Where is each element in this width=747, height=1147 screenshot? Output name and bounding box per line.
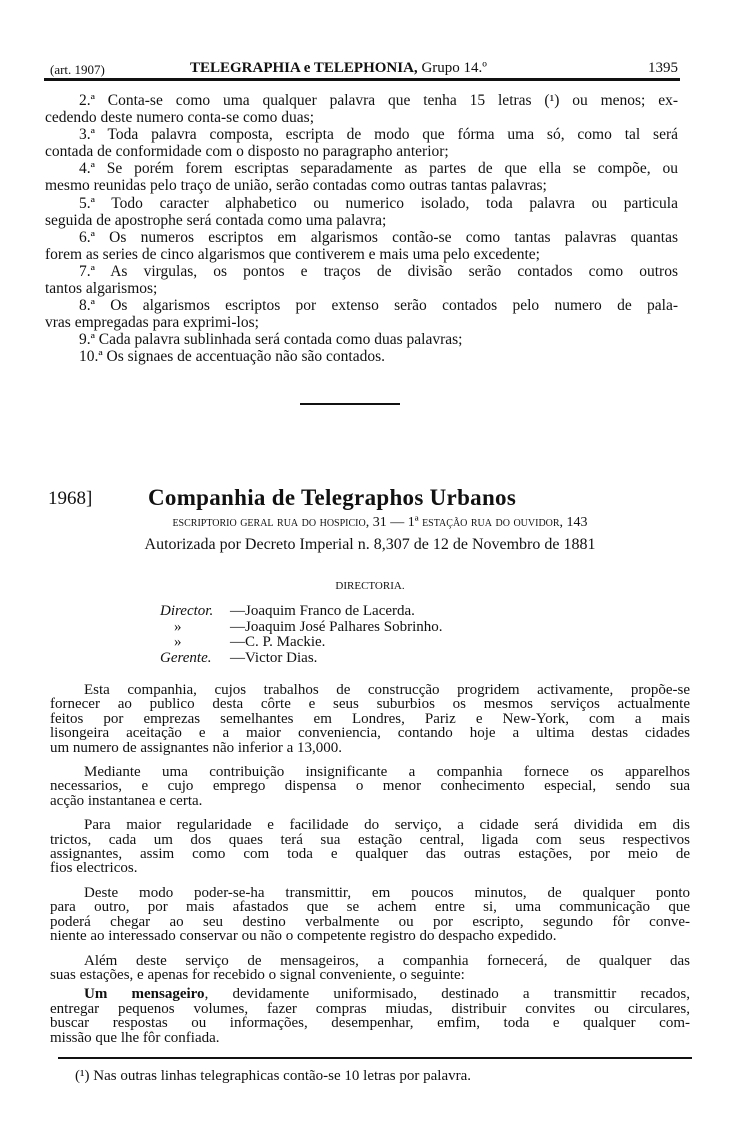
text-line: 5.ª Todo caracter alphabetico ou numerico isolado, toda palavra ou particula: [79, 194, 678, 212]
text-line: cedendo deste numero conta-se como duas;: [45, 109, 315, 127]
running-title: [190, 60, 487, 77]
messenger-line: [50, 1031, 690, 1045]
messenger-text: buscar respostas ou informações, desempenhar, emfim, toda e qualquer com-: [50, 1015, 690, 1032]
text-line: acção instantanea e certa.: [50, 792, 203, 809]
text-line: 8.ª Os algarismos escriptos por extenso serão contados pelo numero de pala-: [79, 297, 678, 315]
messenger-text: , devidamente uniformisado, destinado a transmittir recados,: [204, 986, 690, 1003]
text-line: seguida de apostrophe será contada como uma palavra;: [45, 211, 387, 229]
footnote: (¹) Nas outras linhas telegraphicas contão-se 10 letras por palavra.: [75, 1068, 472, 1084]
text-line: Deste modo poder-se-ha transmittir, em poucos minutos, de qualquer ponto: [84, 884, 690, 901]
messenger-line: [50, 1016, 690, 1030]
directory-name: —Joaquim Franco de Lacerda.: [230, 603, 415, 619]
section-divider: [300, 403, 400, 405]
company-title: Companhia de Telegraphos Urbanos: [148, 485, 517, 510]
text-line: Esta companhia, cujos trabalhos de construcção progridem activamente, propõe-se: [84, 682, 690, 698]
running-title-group: Grupo 14.º: [417, 60, 487, 76]
text-line: vras empregadas para exprimi-los;: [45, 314, 259, 332]
directory-entry: [160, 635, 442, 651]
text-line: forem as series de cinco algarismos que contiverem e mais uma pelo excedente;: [45, 245, 540, 263]
directory-role: »: [174, 618, 182, 635]
company-description: [50, 683, 690, 1045]
entry-number: 1968]: [48, 488, 93, 509]
messenger-lead: Um mensageiro: [84, 986, 205, 1003]
text-line: feitos por emprezas semelhantes em Londres, Pariz e New-York, com a mais: [50, 710, 690, 727]
footnote-rule: [58, 1057, 692, 1059]
running-title-bold: TELEGRAPHIA e TELEPHONIA,: [190, 60, 418, 76]
directory-role: »: [174, 634, 182, 650]
directory-role: Gerente.: [160, 649, 212, 666]
company-address: escriptorio geral rua do hospicio, 31 — 1ª estação rua do ouvidor, 143: [172, 515, 588, 530]
text-line: para outro, por mais afastados que se achem entre si, uma communicação que: [50, 899, 690, 916]
messenger-line: [50, 987, 690, 1001]
directory-name: —Joaquim José Palhares Sobrinho.: [230, 618, 443, 635]
directory-list: [160, 604, 442, 666]
directory-entry: [160, 651, 442, 667]
authorization-line: Autorizada por Decreto Imperial n. 8,307 de 12 de Novembro de 1881: [144, 536, 596, 553]
text-line: assignantes, assim como com toda e qualquer das outras estações, por meio de: [50, 846, 690, 863]
text-line: 2.ª Conta-se como uma qualquer palavra que tenha 15 letras (¹) ou menos; ex-: [79, 92, 678, 109]
word-count-rules: [45, 92, 678, 366]
text-line: 9.ª Cada palavra sublinhada será contada como duas palavras;: [79, 331, 463, 349]
text-line: poderá chegar ao seu destino verbalmente ou por escripto, segundo fôr conve-: [50, 913, 690, 930]
text-line: trictos, cada um dos quaes terá sua estação central, ligada com seus respectivos: [50, 831, 690, 848]
text-line: tantos algarismos;: [45, 280, 158, 298]
text-line: 7.ª As virgulas, os pontos e traços de divisão serão contados como outros: [79, 262, 678, 280]
text-line: Além deste serviço de mensageiros, a companhia fornecerá, de qualquer das: [84, 952, 690, 969]
text-line: 10.ª Os signaes de accentuação não são contados.: [79, 348, 385, 366]
header-rule: [44, 78, 680, 81]
text-line: fios electricos.: [50, 860, 138, 877]
messenger-line: [50, 1002, 690, 1016]
text-line: mesmo reunidas pelo traço de união, serão contadas como outras tantas palavras;: [45, 177, 547, 195]
text-line: contada de conformidade com o disposto no paragrapho anterior;: [45, 143, 449, 161]
directory-role: Director.: [160, 603, 214, 619]
article-reference: (art. 1907): [50, 62, 105, 77]
text-line: necessarios, e cujo emprego dispensa o menor conhecimento especial, sendo sua: [50, 778, 690, 795]
text-line: niente ao interessado conservar ou não o competente registro do despacho expedido.: [50, 928, 557, 945]
text-line: Para maior regularidade e facilidade do serviço, a cidade será dividida em dis: [84, 817, 690, 834]
text-line: fornecer ao publico desta côrte e seus suburbios os mesmos serviços actualmente: [50, 696, 690, 713]
text-line: suas estações, e apenas for recebido o signal conveniente, o seguinte:: [50, 966, 465, 983]
page-number: 1395: [648, 60, 678, 76]
directory-name: —Victor Dias.: [230, 649, 318, 666]
directory-entry: [160, 604, 442, 620]
directory-entry: [160, 620, 442, 636]
text-line: 6.ª Os numeros escriptos em algarismos contão-se como tantas palavras quantas: [79, 228, 678, 246]
text-line: lisongeira aceitação e a maior conveniencia, contando hoje a ultima destas cidades: [50, 725, 690, 742]
text-line: 3.ª Toda palavra composta, escripta de modo que fórma uma só, como tal será: [79, 126, 678, 144]
text-line: um numero de assignantes não inferior a 13,000.: [50, 739, 343, 756]
directory-heading: DIRECTORIA.: [335, 580, 405, 592]
directory-name: —C. P. Mackie.: [230, 634, 326, 650]
text-line: 4.ª Se porém forem escriptas separadamente as partes de que ella se compõe, ou: [79, 160, 678, 178]
messenger-text: entregar pequenos volumes, fazer compras miudas, distribuir convites ou circulares,: [50, 1000, 690, 1017]
messenger-text: missão que lhe fôr confiada.: [50, 1029, 220, 1046]
text-line: Mediante uma contribuição insignificante a companhia fornece os apparelhos: [84, 764, 690, 781]
